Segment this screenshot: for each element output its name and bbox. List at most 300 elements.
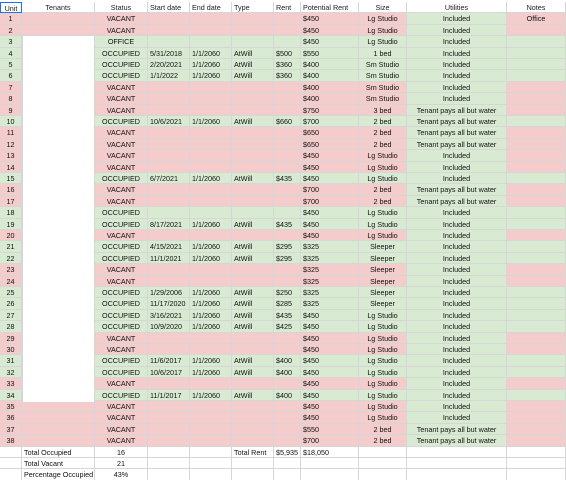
cell-rent[interactable]	[274, 458, 301, 469]
summary-label[interactable]: Total Occupied	[22, 447, 95, 458]
cell-unit[interactable]: 34	[0, 390, 22, 401]
cell-type[interactable]	[232, 105, 274, 116]
cell-end-date[interactable]: 1/1/2060	[190, 241, 232, 252]
cell-unit[interactable]: 10	[0, 116, 22, 127]
cell-rent[interactable]	[274, 184, 301, 195]
cell-utilities[interactable]: Included	[407, 59, 507, 70]
cell-unit[interactable]: 35	[0, 401, 22, 412]
cell-rent[interactable]: $360	[274, 59, 301, 70]
cell-utilities[interactable]: Included	[407, 82, 507, 93]
cell-start-date[interactable]: 4/15/2021	[148, 241, 190, 252]
cell-unit[interactable]: 1	[0, 13, 22, 24]
cell-end-date[interactable]	[190, 424, 232, 435]
cell-type[interactable]	[232, 412, 274, 423]
cell-utilities[interactable]: Included	[407, 150, 507, 161]
cell-size[interactable]: 2 bed	[359, 116, 407, 127]
cell-status[interactable]: OCCUPIED	[95, 173, 148, 184]
cell-utilities[interactable]: Included	[407, 70, 507, 81]
cell-start-date[interactable]	[148, 162, 190, 173]
cell-end-date[interactable]	[190, 264, 232, 275]
cell-type[interactable]	[232, 424, 274, 435]
cell-potential-rent[interactable]: $450	[301, 173, 359, 184]
cell-potential-rent[interactable]: $550	[301, 48, 359, 59]
cell-type[interactable]	[232, 378, 274, 389]
cell-start-date[interactable]	[148, 344, 190, 355]
cell-size[interactable]: 2 bed	[359, 184, 407, 195]
cell-rent[interactable]	[274, 82, 301, 93]
cell-utilities[interactable]: Included	[407, 13, 507, 24]
cell-status[interactable]: VACANT	[95, 105, 148, 116]
cell-utilities[interactable]: Tenant pays all but water	[407, 435, 507, 446]
cell-unit[interactable]	[0, 458, 22, 469]
cell-status[interactable]: VACANT	[95, 424, 148, 435]
cell-end-date[interactable]	[190, 412, 232, 423]
cell-end-date[interactable]	[190, 105, 232, 116]
cell-rent[interactable]	[274, 196, 301, 207]
cell-status[interactable]: VACANT	[95, 344, 148, 355]
cell-status[interactable]: VACANT	[95, 25, 148, 36]
cell-rent[interactable]: $435	[274, 173, 301, 184]
cell-rent[interactable]: $660	[274, 116, 301, 127]
cell-end-date[interactable]	[190, 333, 232, 344]
cell-unit[interactable]: 9	[0, 105, 22, 116]
cell-status[interactable]: OCCUPIED	[95, 321, 148, 332]
cell-unit[interactable]: 25	[0, 287, 22, 298]
cell-notes[interactable]	[507, 390, 566, 401]
cell-start-date[interactable]	[148, 333, 190, 344]
cell-type[interactable]	[232, 162, 274, 173]
cell-rent[interactable]	[274, 139, 301, 150]
cell-size[interactable]: 2 bed	[359, 424, 407, 435]
cell-notes[interactable]	[507, 70, 566, 81]
cell-utilities[interactable]: Included	[407, 401, 507, 412]
cell-end-date[interactable]	[190, 276, 232, 287]
cell-type[interactable]: AtWill	[232, 287, 274, 298]
cell-end-date[interactable]	[190, 230, 232, 241]
cell-unit[interactable]: 14	[0, 162, 22, 173]
cell-end-date[interactable]	[190, 93, 232, 104]
cell-unit[interactable]: 26	[0, 298, 22, 309]
cell-unit[interactable]: 11	[0, 127, 22, 138]
cell-type[interactable]: AtWill	[232, 59, 274, 70]
cell-end-date[interactable]	[190, 435, 232, 446]
cell-start-date[interactable]: 11/17/2020	[148, 298, 190, 309]
cell-start-date[interactable]	[148, 264, 190, 275]
cell-tenants[interactable]	[22, 424, 95, 435]
cell-status[interactable]: OCCUPIED	[95, 287, 148, 298]
cell-end-date[interactable]	[190, 162, 232, 173]
cell-unit[interactable]: 37	[0, 424, 22, 435]
cell-rent[interactable]: $435	[274, 310, 301, 321]
cell-size[interactable]: Lg Studio	[359, 401, 407, 412]
cell-notes[interactable]	[507, 196, 566, 207]
cell-notes[interactable]	[507, 378, 566, 389]
cell-start-date[interactable]	[148, 378, 190, 389]
cell-notes[interactable]	[507, 150, 566, 161]
cell-utilities[interactable]: Included	[407, 321, 507, 332]
cell-utilities[interactable]: Included	[407, 241, 507, 252]
cell-unit[interactable]: 31	[0, 355, 22, 366]
cell-status[interactable]: VACANT	[95, 139, 148, 150]
cell-utilities[interactable]	[407, 458, 507, 469]
cell-notes[interactable]	[507, 253, 566, 264]
cell-size[interactable]: Lg Studio	[359, 367, 407, 378]
cell-potential-rent[interactable]	[301, 469, 359, 480]
cell-rent[interactable]: $295	[274, 241, 301, 252]
cell-status[interactable]: VACANT	[95, 82, 148, 93]
cell-utilities[interactable]: Included	[407, 412, 507, 423]
cell-unit[interactable]: 33	[0, 378, 22, 389]
cell-potential-rent[interactable]: $650	[301, 139, 359, 150]
cell-size[interactable]: Sleeper	[359, 241, 407, 252]
cell-status[interactable]: VACANT	[95, 196, 148, 207]
cell-type[interactable]	[232, 207, 274, 218]
cell-start-date[interactable]: 5/31/2018	[148, 48, 190, 59]
header-tenants[interactable]: Tenants	[22, 2, 95, 13]
cell-utilities[interactable]: Included	[407, 310, 507, 321]
cell-start-date[interactable]: 10/6/2021	[148, 116, 190, 127]
cell-notes[interactable]	[507, 219, 566, 230]
cell-size[interactable]: 2 bed	[359, 196, 407, 207]
cell-status[interactable]: VACANT	[95, 13, 148, 24]
cell-unit[interactable]: 6	[0, 70, 22, 81]
cell-end-date[interactable]	[190, 139, 232, 150]
cell-end-date[interactable]	[190, 344, 232, 355]
cell-utilities[interactable]: Included	[407, 219, 507, 230]
cell-start-date[interactable]	[148, 150, 190, 161]
cell-unit[interactable]: 15	[0, 173, 22, 184]
cell-utilities[interactable]	[407, 447, 507, 458]
cell-start-date[interactable]: 10/6/2017	[148, 367, 190, 378]
cell-status[interactable]: VACANT	[95, 401, 148, 412]
cell-tenants[interactable]	[22, 412, 95, 423]
cell-size[interactable]	[359, 458, 407, 469]
cell-potential-rent[interactable]: $700	[301, 184, 359, 195]
cell-potential-rent[interactable]: $550	[301, 424, 359, 435]
cell-start-date[interactable]	[148, 139, 190, 150]
cell-status[interactable]: OCCUPIED	[95, 241, 148, 252]
cell-size[interactable]: Lg Studio	[359, 207, 407, 218]
cell-type[interactable]: AtWill	[232, 48, 274, 59]
cell-size[interactable]: Sleeper	[359, 253, 407, 264]
cell-size[interactable]: Lg Studio	[359, 378, 407, 389]
cell-size[interactable]: Sleeper	[359, 264, 407, 275]
cell-notes[interactable]	[507, 412, 566, 423]
cell-rent[interactable]: $435	[274, 219, 301, 230]
summary-label[interactable]: Percentage Occupied	[24, 470, 94, 480]
summary-value[interactable]: 43%	[95, 469, 148, 480]
cell-size[interactable]: Lg Studio	[359, 355, 407, 366]
cell-utilities[interactable]: Included	[407, 93, 507, 104]
cell-rent[interactable]	[274, 127, 301, 138]
cell-end-date[interactable]: 1/1/2060	[190, 287, 232, 298]
cell-potential-rent[interactable]: $700	[301, 116, 359, 127]
header-rent[interactable]: Rent	[274, 2, 301, 13]
cell-rent[interactable]	[274, 276, 301, 287]
header-size[interactable]: Size	[359, 2, 407, 13]
cell-potential-rent[interactable]: $450	[301, 162, 359, 173]
cell-notes[interactable]	[507, 116, 566, 127]
cell-end-date[interactable]: 1/1/2060	[190, 253, 232, 264]
cell-unit[interactable]: 30	[0, 344, 22, 355]
cell-size[interactable]: 2 bed	[359, 139, 407, 150]
cell-start-date[interactable]	[148, 435, 190, 446]
cell-rent[interactable]: $295	[274, 253, 301, 264]
cell-start-date[interactable]: 8/17/2021	[148, 219, 190, 230]
cell-rent[interactable]	[274, 264, 301, 275]
cell-start-date[interactable]	[148, 13, 190, 24]
cell-unit[interactable]	[0, 469, 22, 480]
cell-size[interactable]: 2 bed	[359, 127, 407, 138]
cell-start-date[interactable]	[148, 424, 190, 435]
cell-status[interactable]: OCCUPIED	[95, 310, 148, 321]
cell-potential-rent[interactable]: $325	[301, 264, 359, 275]
cell-rent[interactable]	[274, 25, 301, 36]
cell-size[interactable]: Lg Studio	[359, 150, 407, 161]
cell-status[interactable]: OCCUPIED	[95, 219, 148, 230]
cell-rent[interactable]	[274, 378, 301, 389]
cell-type[interactable]	[232, 458, 274, 469]
cell-unit[interactable]: 28	[0, 321, 22, 332]
cell-notes[interactable]	[507, 310, 566, 321]
cell-unit[interactable]: 21	[0, 241, 22, 252]
cell-size[interactable]: Lg Studio	[359, 162, 407, 173]
cell-utilities[interactable]: Included	[407, 287, 507, 298]
cell-potential-rent[interactable]: $450	[301, 230, 359, 241]
cell-status[interactable]: OCCUPIED	[95, 253, 148, 264]
cell-notes[interactable]	[507, 435, 566, 446]
cell-rent[interactable]	[274, 207, 301, 218]
header-status[interactable]: Status	[95, 2, 148, 13]
cell-unit[interactable]: 16	[0, 184, 22, 195]
cell-end-date[interactable]: 1/1/2060	[190, 48, 232, 59]
cell-utilities[interactable]: Included	[407, 25, 507, 36]
cell-status[interactable]: VACANT	[95, 230, 148, 241]
cell-tenants[interactable]	[22, 435, 95, 446]
cell-potential-rent[interactable]	[301, 458, 359, 469]
cell-rent[interactable]: $500	[274, 48, 301, 59]
cell-rent[interactable]	[274, 105, 301, 116]
cell-potential-rent[interactable]: $325	[301, 298, 359, 309]
cell-notes[interactable]	[507, 105, 566, 116]
cell-notes[interactable]	[507, 162, 566, 173]
cell-potential-rent[interactable]: $700	[301, 435, 359, 446]
cell-start-date[interactable]	[148, 127, 190, 138]
cell-unit[interactable]: 36	[0, 412, 22, 423]
cell-potential-rent[interactable]: $450	[301, 150, 359, 161]
cell-utilities[interactable]: Included	[407, 173, 507, 184]
cell-notes[interactable]	[507, 173, 566, 184]
cell-start-date[interactable]	[148, 401, 190, 412]
cell-unit[interactable]: 22	[0, 253, 22, 264]
header-utilities[interactable]: Utilities	[407, 2, 507, 13]
cell-utilities[interactable]: Included	[407, 333, 507, 344]
cell-start-date[interactable]	[148, 36, 190, 47]
cell-rent[interactable]: $250	[274, 287, 301, 298]
cell-end-date[interactable]: 1/1/2060	[190, 219, 232, 230]
cell-utilities[interactable]: Tenant pays all but water	[407, 127, 507, 138]
cell-notes[interactable]	[507, 276, 566, 287]
cell-potential-rent[interactable]: $450	[301, 13, 359, 24]
cell-type[interactable]: AtWill	[232, 173, 274, 184]
summary-value[interactable]: 16	[95, 447, 148, 458]
cell-start-date[interactable]	[148, 82, 190, 93]
cell-utilities[interactable]: Included	[407, 253, 507, 264]
cell-potential-rent[interactable]: $325	[301, 253, 359, 264]
cell-size[interactable]: Lg Studio	[359, 390, 407, 401]
cell-notes[interactable]	[507, 401, 566, 412]
cell-unit[interactable]: 38	[0, 435, 22, 446]
cell-type[interactable]	[232, 36, 274, 47]
cell-status[interactable]: VACANT	[95, 378, 148, 389]
cell-unit[interactable]: 18	[0, 207, 22, 218]
cell-end-date[interactable]	[190, 25, 232, 36]
cell-potential-rent[interactable]: $450	[301, 333, 359, 344]
cell-status[interactable]: VACANT	[95, 150, 148, 161]
cell-size[interactable]: 2 bed	[359, 435, 407, 446]
cell-status[interactable]: OCCUPIED	[95, 207, 148, 218]
cell-start-date[interactable]	[148, 93, 190, 104]
cell-notes[interactable]	[507, 184, 566, 195]
cell-status[interactable]: VACANT	[95, 162, 148, 173]
cell-start-date[interactable]: 11/1/2017	[148, 390, 190, 401]
cell-type[interactable]	[232, 264, 274, 275]
cell-notes[interactable]	[507, 458, 566, 469]
cell-end-date[interactable]	[190, 447, 232, 458]
cell-unit[interactable]: 5	[0, 59, 22, 70]
cell-unit[interactable]: 13	[0, 150, 22, 161]
cell-utilities[interactable]: Included	[407, 355, 507, 366]
cell-utilities[interactable]: Included	[407, 344, 507, 355]
cell-tenants[interactable]	[22, 401, 95, 412]
cell-type[interactable]: AtWill	[232, 355, 274, 366]
cell-type[interactable]: AtWill	[232, 219, 274, 230]
header-end-date[interactable]: End date	[190, 2, 232, 13]
cell-notes[interactable]	[507, 469, 566, 480]
cell-unit[interactable]: 8	[0, 93, 22, 104]
cell-end-date[interactable]	[190, 150, 232, 161]
cell-type[interactable]: AtWill	[232, 241, 274, 252]
cell-notes[interactable]	[507, 127, 566, 138]
cell-size[interactable]: 3 bed	[359, 105, 407, 116]
cell-size[interactable]: Sm Studio	[359, 70, 407, 81]
cell-size[interactable]: Sm Studio	[359, 59, 407, 70]
cell-unit[interactable]: 23	[0, 264, 22, 275]
cell-end-date[interactable]	[190, 207, 232, 218]
cell-potential-rent[interactable]: $450	[301, 390, 359, 401]
cell-notes[interactable]	[507, 59, 566, 70]
cell-unit[interactable]	[0, 447, 22, 458]
cell-start-date[interactable]: 11/1/2021	[148, 253, 190, 264]
cell-utilities[interactable]: Included	[407, 207, 507, 218]
cell-type[interactable]: AtWill	[232, 310, 274, 321]
cell-notes[interactable]	[507, 298, 566, 309]
cell-type[interactable]: AtWill	[232, 390, 274, 401]
cell-unit[interactable]: 12	[0, 139, 22, 150]
cell-potential-rent[interactable]: $450	[301, 321, 359, 332]
cell-utilities[interactable]: Tenant pays all but water	[407, 116, 507, 127]
cell-rent[interactable]	[274, 13, 301, 24]
cell-utilities[interactable]: Included	[407, 276, 507, 287]
summary-value[interactable]: 21	[95, 458, 148, 469]
cell-unit[interactable]: 27	[0, 310, 22, 321]
cell-potential-rent[interactable]: $450	[301, 36, 359, 47]
cell-status[interactable]: OCCUPIED	[95, 355, 148, 366]
cell-notes[interactable]	[507, 333, 566, 344]
cell-unit[interactable]: 7	[0, 82, 22, 93]
cell-potential-rent[interactable]: $450	[301, 401, 359, 412]
cell-unit[interactable]: 24	[0, 276, 22, 287]
cell-rent[interactable]: $425	[274, 321, 301, 332]
cell-utilities[interactable]: Included	[407, 390, 507, 401]
cell-rent[interactable]	[274, 344, 301, 355]
cell-type[interactable]	[232, 196, 274, 207]
cell-start-date[interactable]	[148, 458, 190, 469]
cell-utilities[interactable]: Tenant pays all but water	[407, 105, 507, 116]
cell-end-date[interactable]: 1/1/2060	[190, 298, 232, 309]
cell-rent[interactable]	[274, 230, 301, 241]
cell-utilities[interactable]: Included	[407, 264, 507, 275]
cell-potential-rent[interactable]: $400	[301, 82, 359, 93]
cell-size[interactable]: Sleeper	[359, 276, 407, 287]
cell-end-date[interactable]: 1/1/2060	[190, 116, 232, 127]
cell-status[interactable]: VACANT	[95, 264, 148, 275]
cell-potential-rent[interactable]: $750	[301, 105, 359, 116]
cell-size[interactable]: Lg Studio	[359, 412, 407, 423]
cell-size[interactable]	[359, 447, 407, 458]
cell-size[interactable]: Lg Studio	[359, 13, 407, 24]
cell-end-date[interactable]	[190, 458, 232, 469]
cell-end-date[interactable]	[190, 469, 232, 480]
cell-type[interactable]	[232, 82, 274, 93]
cell-notes[interactable]	[507, 424, 566, 435]
cell-type[interactable]	[232, 344, 274, 355]
cell-potential-rent[interactable]: $325	[301, 276, 359, 287]
cell-potential-rent[interactable]: $450	[301, 25, 359, 36]
cell-size[interactable]: Lg Studio	[359, 36, 407, 47]
cell-utilities[interactable]: Included	[407, 36, 507, 47]
cell-start-date[interactable]: 6/7/2021	[148, 173, 190, 184]
cell-rent[interactable]: $285	[274, 298, 301, 309]
cell-end-date[interactable]	[190, 13, 232, 24]
cell-start-date[interactable]: 10/9/2020	[148, 321, 190, 332]
cell-notes[interactable]	[507, 355, 566, 366]
cell-type[interactable]	[232, 150, 274, 161]
cell-rent[interactable]	[274, 401, 301, 412]
cell-rent[interactable]	[274, 412, 301, 423]
header-type[interactable]: Type	[232, 2, 274, 13]
cell-size[interactable]: Lg Studio	[359, 344, 407, 355]
cell-start-date[interactable]	[148, 207, 190, 218]
cell-type[interactable]	[232, 333, 274, 344]
cell-unit[interactable]: 4	[0, 48, 22, 59]
cell-tenants[interactable]	[22, 25, 95, 36]
cell-rent[interactable]	[274, 93, 301, 104]
header-potential-rent[interactable]: Potential Rent	[301, 2, 359, 13]
cell-notes[interactable]	[507, 344, 566, 355]
cell-start-date[interactable]: 11/6/2017	[148, 355, 190, 366]
cell-status[interactable]: VACANT	[95, 127, 148, 138]
cell-status[interactable]: VACANT	[95, 333, 148, 344]
cell-end-date[interactable]	[190, 127, 232, 138]
cell-unit[interactable]: 2	[0, 25, 22, 36]
header-start-date[interactable]: Start date	[148, 2, 190, 13]
cell-end-date[interactable]: 1/1/2060	[190, 173, 232, 184]
cell-type[interactable]	[232, 25, 274, 36]
cell-utilities[interactable]: Tenant pays all but water	[407, 424, 507, 435]
cell-status[interactable]: OCCUPIED	[95, 70, 148, 81]
cell-type[interactable]: AtWill	[232, 253, 274, 264]
